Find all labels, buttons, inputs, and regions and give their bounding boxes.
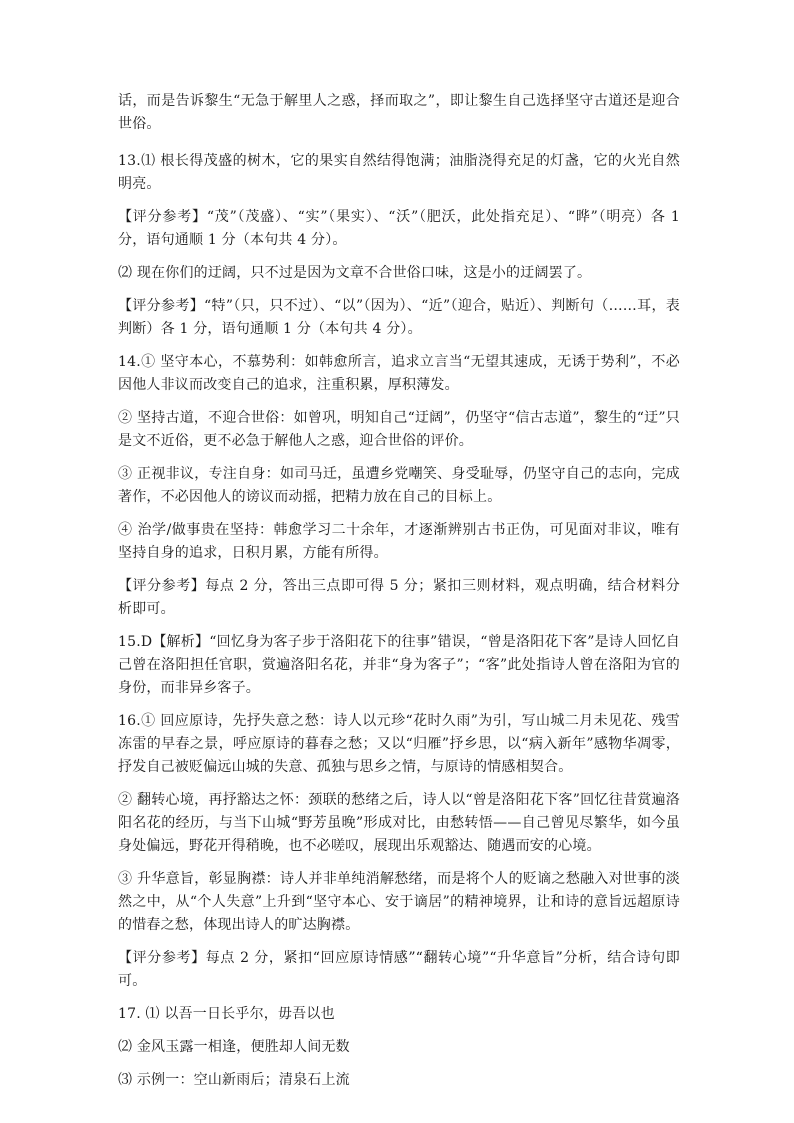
scoring-13-1: 【评分参考】“茂”（茂盛）、“实”（果实）、“沃”（肥沃，此处指充足）、“晔”（明亮）各 1 分，语句通顺 1 分（本句共 4 分）。 <box>118 209 680 248</box>
paragraph-intro-continuation: 话，而是告诉黎生“无急于解里人之惑，择而取之”，即让黎生自己选择坚守古道还是迎合世俗。 <box>118 93 680 132</box>
answer-16-point-3: ③ 升华意旨，彰显胸襟：诗人并非单纯消解愁绪，而是将个人的贬谪之愁融入对世事的淡然之中，从“个人失意”上升到“坚守本心、安于谪居”的精神境界，让和诗的意旨远超原诗的惜春之愁，体现出诗人的旷达胸襟。 <box>118 871 680 933</box>
scoring-14: 【评分参考】每点 2 分，答出三点即可得 5 分；紧扣三则材料，观点明确，结合材料分析即可。 <box>118 578 680 617</box>
scoring-13-2: 【评分参考】“特”（只，只不过）、“以”（因为）、“近”（迎合，贴近）、判断句（……耳，表判断）各 1 分，语句通顺 1 分（本句共 4 分）。 <box>118 298 680 337</box>
answer-16-point-2: ② 翻转心境，再抒豁达之怀：颈联的愁绪之后，诗人以“曾是洛阳花下客”回忆往昔赏遍洛阳名花的经历，与当下山城“野芳虽晚”形成对比，由愁转悟——自己曾见尽繁华，如今虽身处偏远，野花开得稍晚，也不必嗟叹，展现出乐观豁达、随遇而安的心境。 <box>118 792 680 854</box>
answer-17-2: ⑵ 金风玉露一相逢，便胜却人间无数 <box>118 1039 350 1055</box>
answer-17-1: 17. ⑴ 以吾一日长乎尔，毋吾以也 <box>118 1006 335 1022</box>
answer-14-point-4: ④ 治学/做事贵在坚持：韩愈学习二十余年，才逐渐辨别古书正伪，可见面对非议，唯有坚持自身的追求，日积月累，方能有所得。 <box>118 522 680 561</box>
answer-14-point-1: 14.① 坚守本心，不慕势利：如韩愈所言，追求立言当“无望其速成，无诱于势利”，不必因他人非议而改变自己的追求，注重积累，厚积薄发。 <box>118 354 680 393</box>
answer-15: 15.D【解析】“回忆身为客子步于洛阳花下的往事”错误，“曾是洛阳花下客”是诗人回忆自己曾在洛阳担任官职，赏遍洛阳名花，并非“身为客子”；“客”此处指诗人曾在洛阳为官的身份，而非异乡客子。 <box>118 634 680 696</box>
scoring-16: 【评分参考】每点 2 分，紧扣“回应原诗情感”“翻转心境”“升华意旨”分析，结合诗句即可。 <box>118 950 680 989</box>
answer-14-point-3: ③ 正视非议，专注自身：如司马迁，虽遭乡党嘲笑、身受耻辱，仍坚守自己的志向，完成著作，不必因他人的谤议而动摇，把精力放在自己的目标上。 <box>118 466 680 505</box>
answer-17-3: ⑶ 示例一：空山新雨后；清泉石上流 <box>118 1072 350 1088</box>
answer-14-point-2: ② 坚持古道，不迎合世俗：如曾巩，明知自己“迂阔”，仍坚守“信古志道”，黎生的“迂”只是文不近俗，更不必急于解他人之惑，迎合世俗的评价。 <box>118 410 680 449</box>
answer-16-point-1: 16.① 回应原诗，先抒失意之愁：诗人以元珍“花时久雨”为引，写山城二月未见花、残雪冻雷的早春之景，呼应原诗的暮春之愁；又以“归雁”抒乡思，以“病入新年”感物华凋零，抒发自己被贬偏远山城的失意、孤独与思乡之情，与原诗的情感相契合。 <box>118 713 680 775</box>
answer-13-1: 13.⑴ 根长得茂盛的树木，它的果实自然结得饱满；油脂浇得充足的灯盏，它的火光自然明亮。 <box>118 153 680 192</box>
answer-13-2: ⑵ 现在你们的迂阔，只不过是因为文章不合世俗口味，这是小的迂阔罢了。 <box>118 265 592 281</box>
